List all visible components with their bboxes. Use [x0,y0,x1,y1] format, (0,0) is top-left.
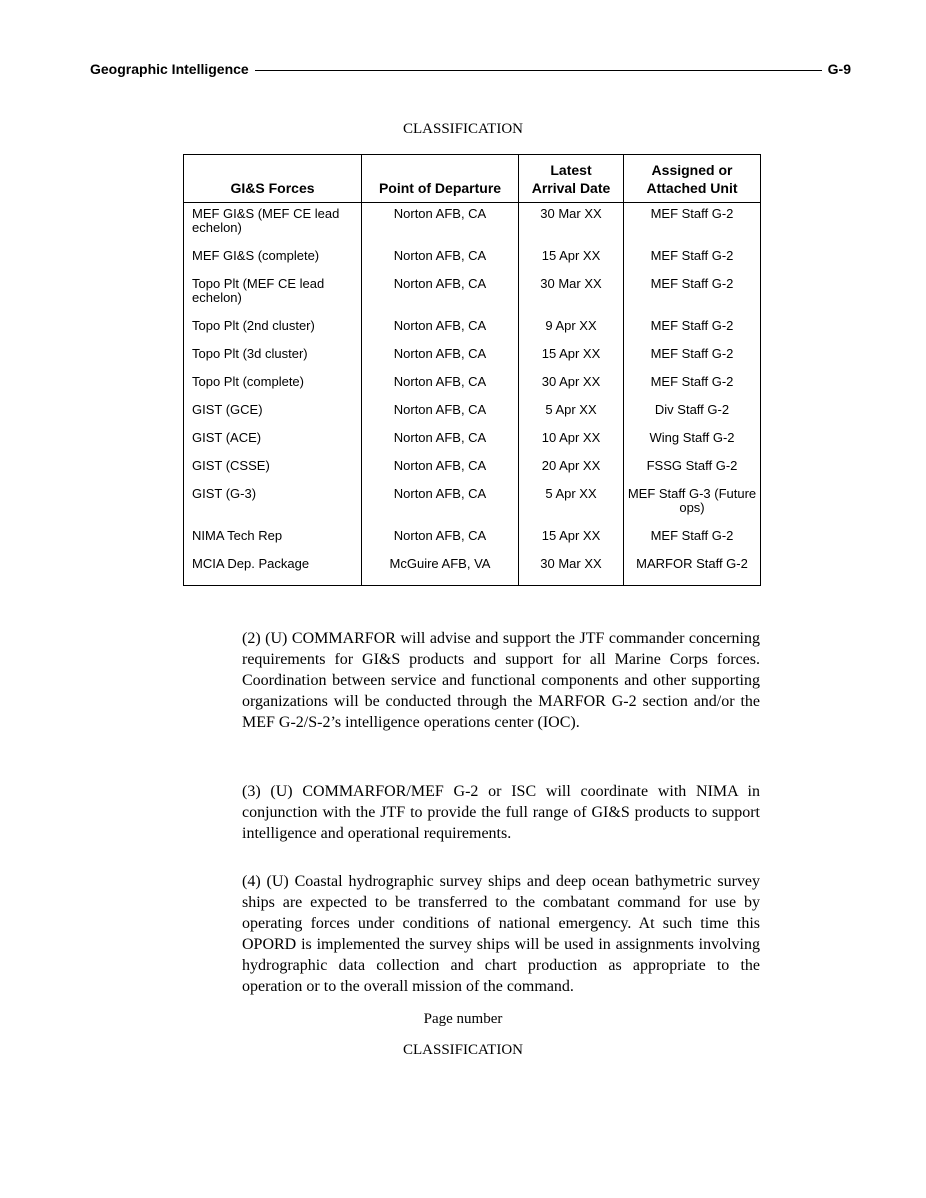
cell-departure: Norton AFB, CA [362,399,519,427]
header-page-ref: G-9 [827,61,851,77]
cell-force: GIST (GCE) [192,402,263,417]
column-header-departure: Point of Departure [362,155,519,203]
cell-arrival: 5 Apr XX [519,399,624,427]
cell-departure: Norton AFB, CA [362,273,519,315]
cell-arrival: 5 Apr XX [519,483,624,525]
cell-departure: Norton AFB, CA [362,315,519,343]
cell-unit: MEF Staff G-2 [624,273,761,315]
cell-force: Topo Plt (MEF CE lead echelon) [192,276,325,305]
table-row [184,315,761,343]
column-header-arrival: Latest Arrival Date [519,155,624,203]
table-row [184,553,761,586]
cell-departure: Norton AFB, CA [362,343,519,371]
cell-arrival: 15 Apr XX [519,343,624,371]
paragraph-4: (4) (U) Coastal hydrographic survey ships and deep ocean bathymetric survey ships are expected to be transferred to the combatant command for use by operating forces under conditions of national emergency. At such time this OPORD is implemented the survey ships will be used in assignments involving hydrographic data collection and chart production as appropriate to the operation or to the overall mission of the command. [242,873,760,995]
paragraph-3: (3) (U) COMMARFOR/MEF G-2 or ISC will coordinate with NIMA in conjunction with the JTF to provide the full range of GI&S products to support intelligence and operational requirements. [242,783,760,842]
cell-force: Topo Plt (complete) [192,374,304,389]
cell-unit: MEF Staff G-3 (Future ops) [624,483,761,525]
cell-arrival: 15 Apr XX [519,525,624,553]
table-row [184,245,761,273]
paragraph-2: (2) (U) COMMARFOR will advise and support the JTF commander concerning requirements for GI&S products and support for all Marine Corps forces. Coordination between service and functional components and other supporting organizations will be conducted through the MARFOR G-2 section and/or the MEF G-2/S-2’s intelligence operations center (IOC). [242,630,760,731]
cell-unit: MEF Staff G-2 [624,343,761,371]
table-row [184,455,761,483]
table-row [184,427,761,455]
cell-arrival: 20 Apr XX [519,455,624,483]
cell-departure: McGuire AFB, VA [362,553,519,586]
column-header-unit: Assigned or Attached Unit [624,155,761,203]
cell-unit: Div Staff G-2 [624,399,761,427]
table-row [184,343,761,371]
cell-force: GIST (ACE) [192,430,262,445]
cell-force: MEF GI&S (complete) [192,248,320,263]
cell-unit: FSSG Staff G-2 [624,455,761,483]
cell-force: MEF GI&S (MEF CE lead echelon) [192,206,340,235]
running-header [90,59,851,79]
cell-departure: Norton AFB, CA [362,245,519,273]
table-row [184,399,761,427]
header-rule [255,70,822,71]
cell-departure: Norton AFB, CA [362,371,519,399]
cell-arrival: 30 Mar XX [519,273,624,315]
table-row [184,273,761,315]
cell-arrival: 30 Mar XX [519,203,624,246]
cell-arrival: 30 Mar XX [519,553,624,586]
cell-arrival: 30 Apr XX [519,371,624,399]
cell-force: NIMA Tech Rep [192,528,283,543]
cell-unit: MEF Staff G-2 [624,203,761,246]
cell-unit: MEF Staff G-2 [624,315,761,343]
table-row [184,483,761,525]
cell-unit: MEF Staff G-2 [624,245,761,273]
classification-top: CLASSIFICATION [402,121,523,137]
cell-arrival: 9 Apr XX [519,315,624,343]
cell-departure: Norton AFB, CA [362,203,519,246]
table-row [184,525,761,553]
page-number-placeholder: Page number [423,1011,503,1027]
cell-force: GIST (G-3) [192,486,257,501]
table-row [184,371,761,399]
cell-departure: Norton AFB, CA [362,455,519,483]
forces-table [183,154,761,586]
cell-unit: MEF Staff G-2 [624,371,761,399]
cell-force: Topo Plt (2nd cluster) [192,318,315,333]
column-header-forces: GI&S Forces [184,155,362,203]
cell-departure: Norton AFB, CA [362,525,519,553]
cell-force: MCIA Dep. Package [192,556,310,571]
header-title: Geographic Intelligence [90,61,249,77]
cell-departure: Norton AFB, CA [362,483,519,525]
cell-unit: Wing Staff G-2 [624,427,761,455]
cell-arrival: 15 Apr XX [519,245,624,273]
cell-arrival: 10 Apr XX [519,427,624,455]
cell-force: Topo Plt (3d cluster) [192,346,308,361]
table-row [184,203,761,246]
classification-bottom: CLASSIFICATION [402,1042,523,1058]
cell-force: GIST (CSSE) [192,458,270,473]
table-header-row [184,155,761,203]
cell-departure: Norton AFB, CA [362,427,519,455]
cell-unit: MEF Staff G-2 [624,525,761,553]
cell-unit: MARFOR Staff G-2 [624,553,761,586]
